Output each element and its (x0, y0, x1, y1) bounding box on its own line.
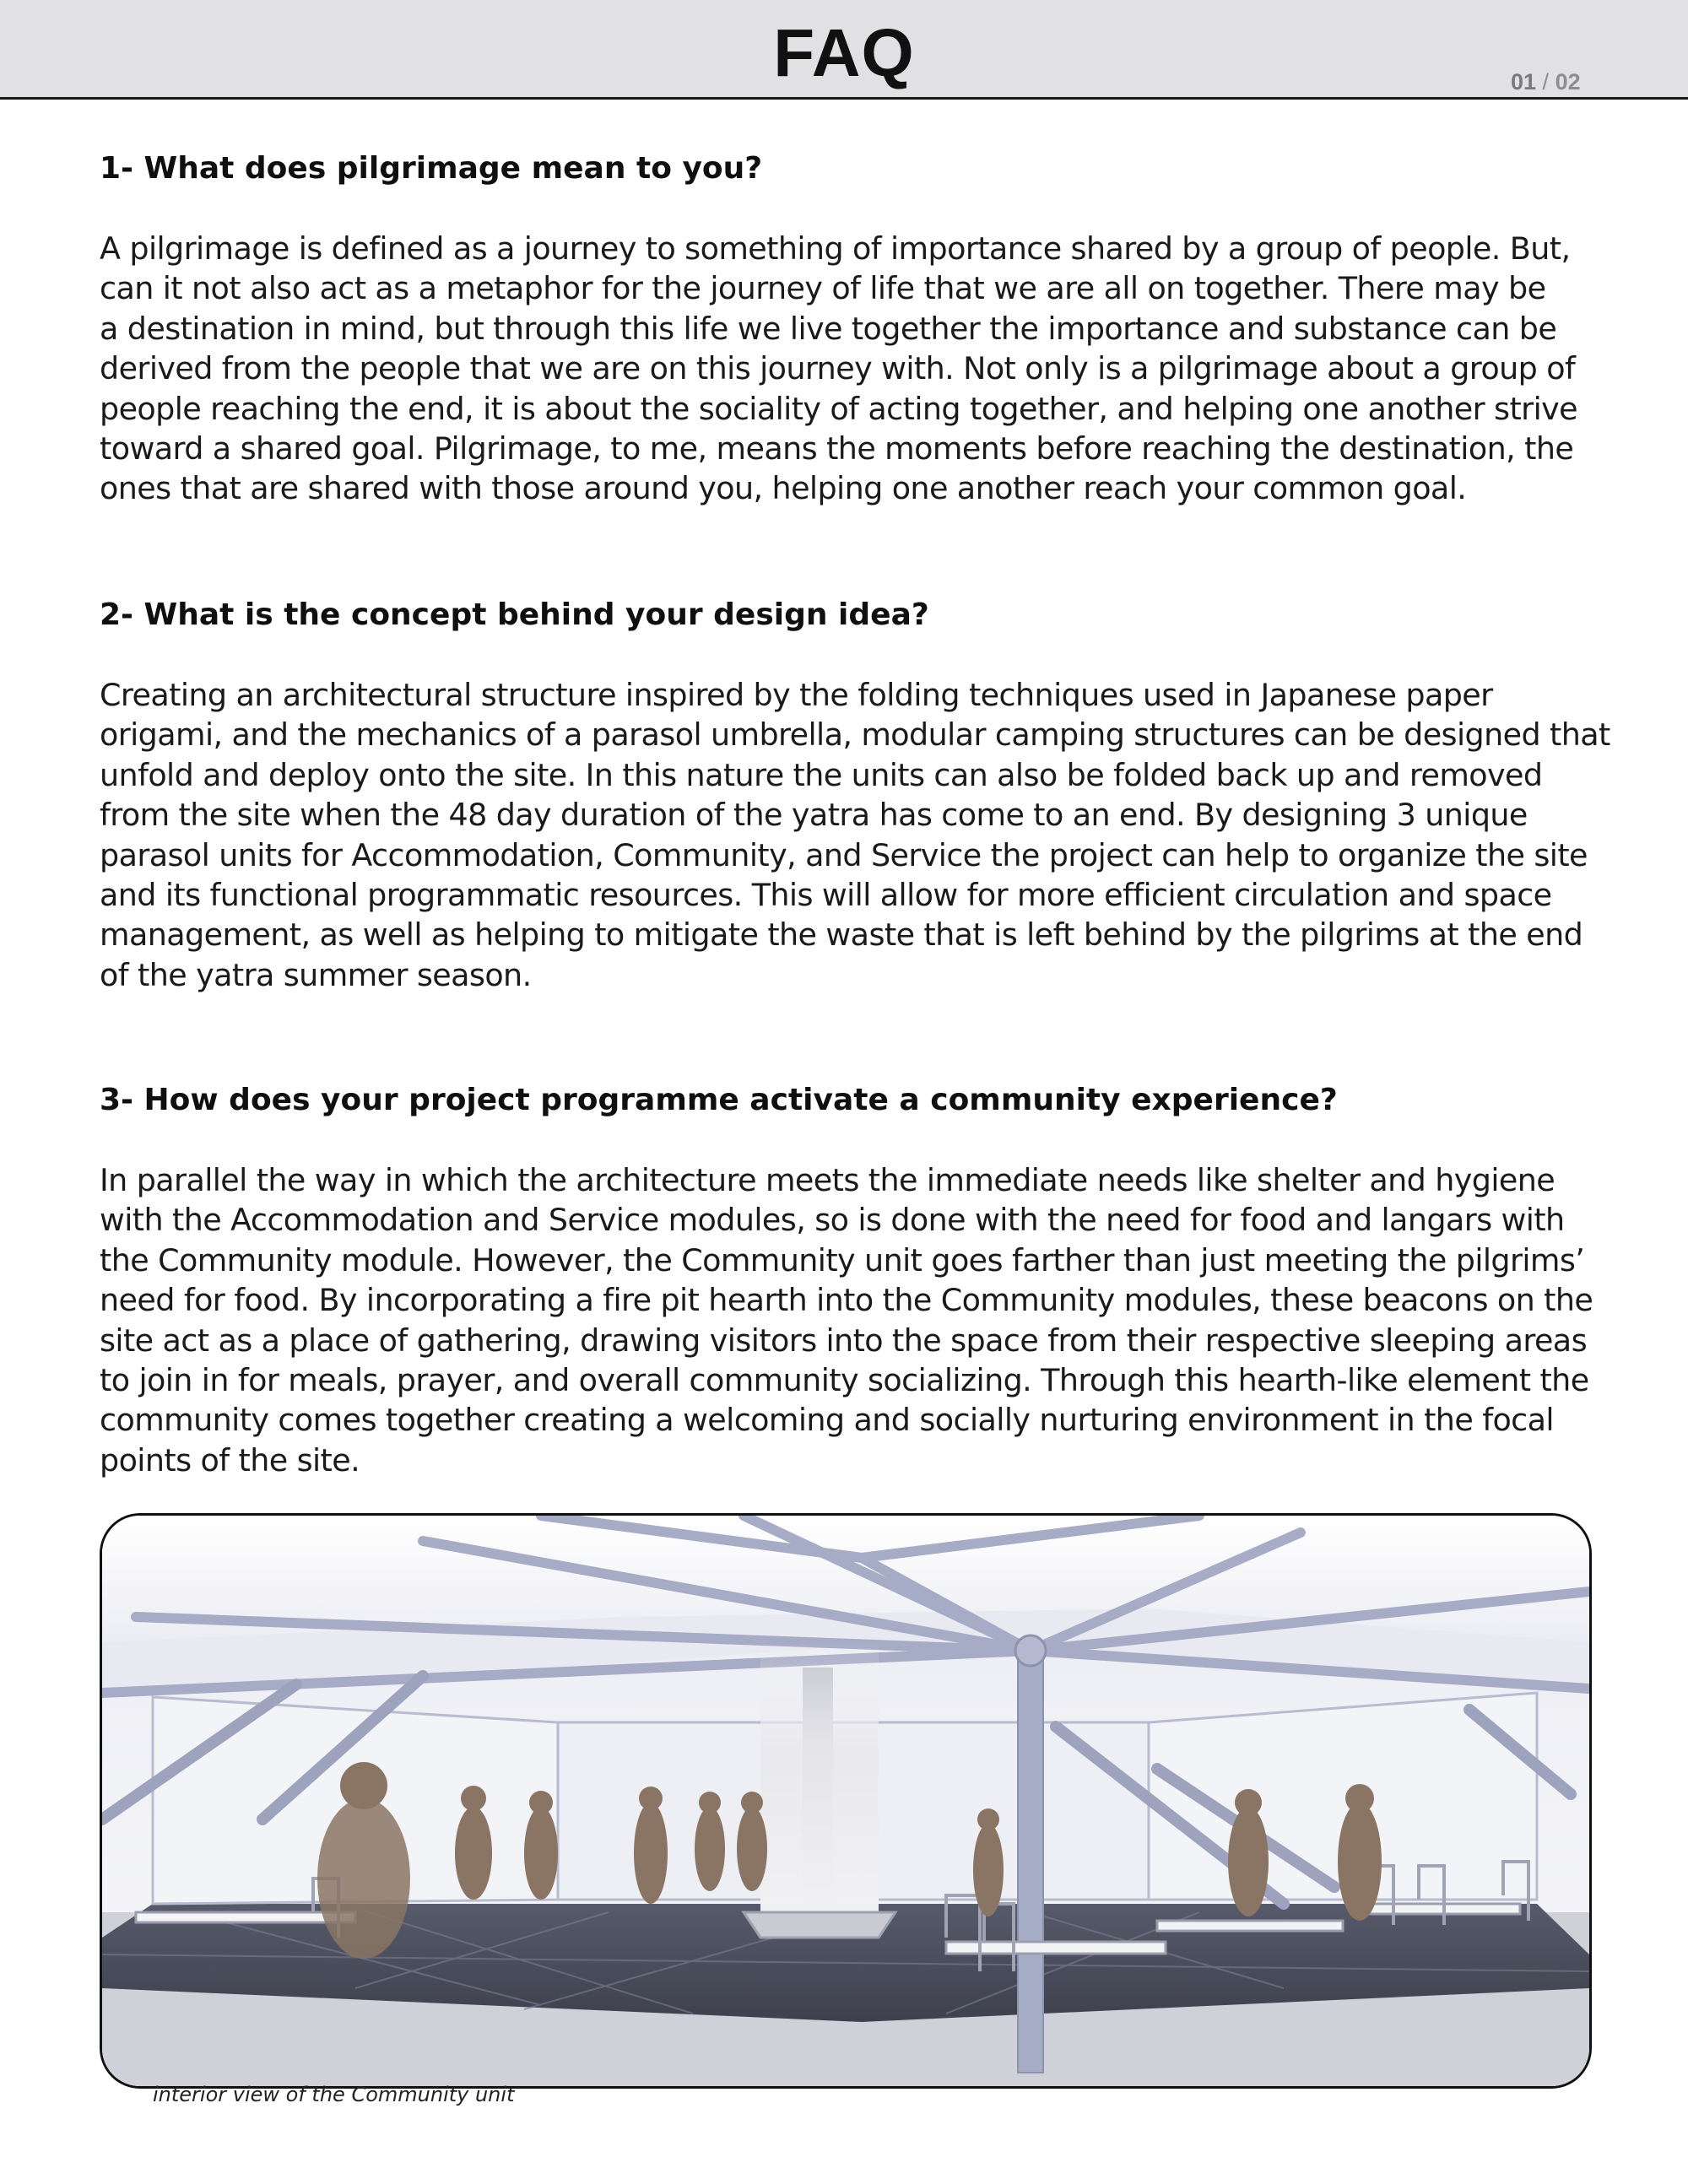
hearth-base (744, 1912, 895, 1938)
answer-line: to join in for meals, prayer, and overall community socializing. Through this hearth-like element the (100, 1362, 1589, 1399)
answer-line: and its functional programmatic resources. This will allow for more efficient circulation and space (100, 877, 1552, 914)
answer-line: points of the site. (100, 1441, 360, 1479)
faq-question-3: 3- How does your project programme activate a community experience? (100, 1083, 1338, 1117)
answer-line: management, as well as helping to mitigate the waste that is left behind by the pilgrims at the end (100, 916, 1583, 954)
faq-question-1: 1- What does pilgrimage mean to you? (100, 151, 763, 186)
render-illustration (102, 1516, 1589, 2086)
answer-line: derived from the people that we are on this journey with. Not only is a pilgrimage about a group of (100, 350, 1576, 387)
faq-question-2: 2- What is the concept behind your design idea? (100, 597, 929, 632)
answer-line: with the Accommodation and Service modules, so is done with the need for food and langars with (100, 1202, 1565, 1239)
page-total: 02 (1555, 69, 1581, 95)
community-unit-render (100, 1513, 1592, 2089)
figure-caption: interior view of the Community unit (153, 2083, 515, 2106)
answer-line: toward a shared goal. Pilgrimage, to me, means the moments before reaching the destination, the (100, 430, 1574, 468)
page-title: FAQ (773, 15, 915, 90)
answer-line: community comes together creating a welcoming and socially nurturing environment in the focal (100, 1402, 1554, 1439)
answer-line: site act as a place of gathering, drawing visitors into the space from their respective sleeping areas (100, 1322, 1587, 1359)
answer-line: can it not also act as a metaphor for the journey of life that we are all on together. There may be (100, 270, 1546, 307)
page-current: 01 (1511, 69, 1537, 95)
faq-answer-1 (100, 229, 1610, 509)
faq-answer-2 (100, 675, 1610, 995)
answer-line: origami, and the mechanics of a parasol umbrella, modular camping structures can be designed that (100, 716, 1610, 754)
answer-line: unfold and deploy onto the site. In this nature the units can also be folded back up and removed (100, 756, 1543, 793)
answer-line: a destination in mind, but through this life we live together the importance and substance can be (100, 310, 1557, 347)
answer-line: ones that are shared with those around you, helping one another reach your common goal. (100, 470, 1467, 507)
answer-line: In parallel the way in which the architecture meets the immediate needs like shelter and hygiene (100, 1162, 1555, 1198)
page-number (1511, 69, 1581, 95)
answer-line: people reaching the end, it is about the sociality of acting together, and helping one another strive (100, 390, 1577, 427)
answer-line: Creating an architectural structure inspired by the folding techniques used in Japanese paper (100, 677, 1493, 713)
answer-line: A pilgrimage is defined as a journey to something of importance shared by a group of people. But, (100, 230, 1571, 267)
central-column (1018, 1651, 1043, 2073)
column-joint (1015, 1635, 1046, 1666)
hearth-smoke (760, 1642, 879, 1921)
answer-line: the Community module. However, the Community unit goes farther than just meeting the pilgrims’ (100, 1241, 1585, 1279)
answer-line: of the yatra summer season. (100, 956, 532, 993)
answer-line: need for food. By incorporating a fire pit hearth into the Community modules, these beacons on the (100, 1282, 1593, 1319)
page-separator: / (1536, 69, 1555, 95)
answer-line: parasol units for Accommodation, Community, and Service the project can help to organize the site (100, 836, 1588, 873)
faq-answer-3 (100, 1160, 1610, 1480)
header-bar (0, 0, 1688, 100)
answer-line: from the site when the 48 day duration of the yatra has come to an end. By designing 3 unique (100, 797, 1528, 834)
